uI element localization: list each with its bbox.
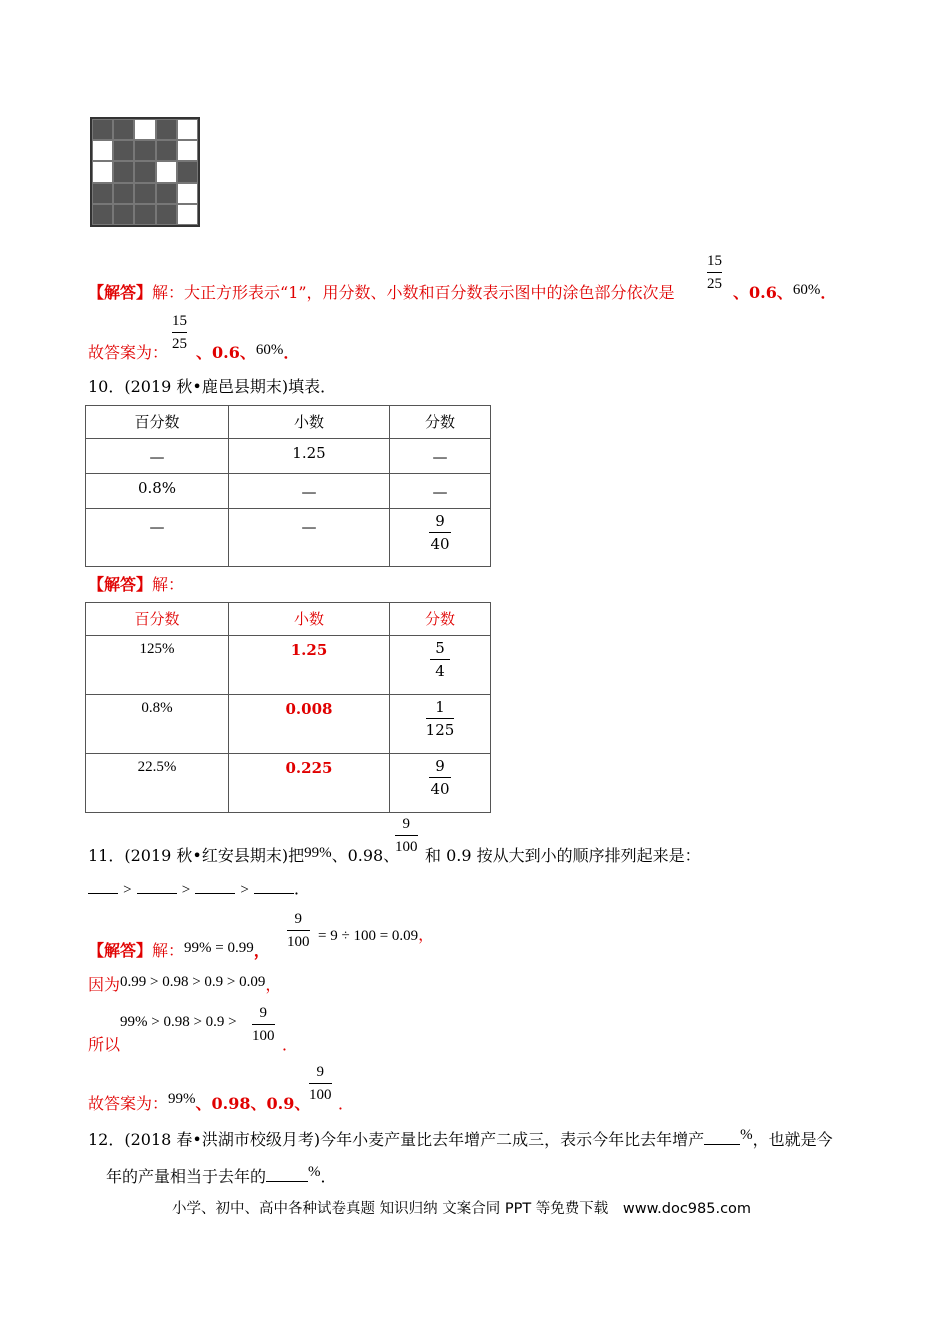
shaded-cell: [134, 161, 155, 182]
shaded-cell: [113, 161, 134, 182]
q11-answer-ineq2: 99% > 0.98 > 0.9 >: [120, 1014, 237, 1030]
q11-final-end: ．: [338, 1094, 355, 1113]
q10-answer-label: 【解答】解：: [88, 575, 185, 594]
q11-final-fraction: 9 100: [309, 1064, 332, 1103]
q11-fraction: 9 100: [395, 816, 418, 855]
table-cell-fraction: $\frac{9}{40}$: [390, 509, 491, 567]
shaded-cell: [156, 204, 177, 225]
shaded-cell: [92, 204, 113, 225]
q11-answer-line1: 【解答】解：99% = 0.99，: [88, 940, 270, 960]
q11-answer-fraction2: 9 100: [252, 1005, 275, 1044]
q9-fraction: 15 25: [707, 253, 722, 292]
shaded-cell: [177, 161, 198, 182]
footer-link[interactable]: www.doc985.com: [622, 1201, 752, 1217]
q11-blanks: > > > ．: [88, 876, 310, 899]
table-header: 百分数: [86, 406, 229, 439]
answer-blank[interactable]: [137, 877, 177, 894]
answer-tag: 【解答】: [88, 283, 153, 302]
q11-answer-end: ．: [282, 1035, 299, 1054]
shaded-cell: [113, 183, 134, 204]
shaded-cell: [113, 204, 134, 225]
table-header: 分数: [390, 406, 491, 439]
shaded-cell: [92, 119, 113, 140]
white-cell: [134, 119, 155, 140]
shaded-cell: [134, 183, 155, 204]
shaded-cell: [113, 119, 134, 140]
answer-blank[interactable]: [266, 1165, 308, 1182]
q11-answer-fraction: 9 100: [287, 911, 310, 950]
q12-line2: 年的产量相当于去年的 %．: [106, 1164, 337, 1186]
shaded-cell: [156, 183, 177, 204]
table-cell-fraction: $\frac{1}{125}$: [390, 695, 491, 754]
q12-line1: 12．(2018 春•洪湖市校级月考)今年小麦产量比去年增产二成三，表示今年比去年增产 %，也就是今: [88, 1127, 833, 1149]
white-cell: [177, 119, 198, 140]
q9-answer-tail: 、0.6、60%．: [733, 282, 837, 302]
table-cell: 0.8%: [86, 695, 229, 754]
shaded-cell: [92, 183, 113, 204]
shaded-cell: [113, 140, 134, 161]
table-header: 分数: [390, 603, 491, 636]
table-cell: —: [86, 509, 229, 567]
shaded-cell: [134, 204, 155, 225]
q10-table: [85, 405, 491, 567]
white-cell: [92, 161, 113, 182]
q9-final-fraction: 15 25: [172, 313, 187, 352]
q11-final: 故答案为：99%、0.98、0.9、: [88, 1091, 311, 1113]
answer-blank[interactable]: [254, 877, 294, 894]
table-header: 小数: [229, 406, 390, 439]
table-cell: —: [390, 439, 491, 474]
q11-answer-line2: 因为0.99 > 0.98 > 0.9 > 0.09，: [88, 974, 282, 994]
white-cell: [156, 161, 177, 182]
shaded-cell: [156, 140, 177, 161]
shaded-cell: [134, 140, 155, 161]
page-footer: [172, 1197, 751, 1218]
table-cell: 22.5%: [86, 754, 229, 813]
answer-blank[interactable]: [704, 1128, 740, 1145]
table-cell: 0.225: [229, 754, 390, 813]
q9-final-label: 故答案为：: [88, 343, 169, 362]
q11-answer-so: 所以: [88, 1035, 121, 1054]
table-cell: 0.008: [229, 695, 390, 754]
table-header: 小数: [229, 603, 390, 636]
table-cell: —: [86, 439, 229, 474]
q11-question: 11．(2019 秋•红安县期末)把99%、0.98、: [88, 845, 400, 865]
shaded-grid-figure: [90, 117, 200, 227]
table-cell: 0.8%: [86, 474, 229, 509]
q9-answer-line: [88, 280, 675, 303]
table-cell: —: [229, 509, 390, 567]
q11-answer-line1-tail: = 9 ÷ 100 = 0.09，: [318, 925, 435, 944]
answer-text: 解：大正方形表示“1”，用分数、小数和百分数表示图中的涂色部分依次是: [152, 283, 675, 302]
table-cell: —: [229, 474, 390, 509]
white-cell: [92, 140, 113, 161]
footer-text: 小学、初中、高中各种试卷真题 知识归纳 文案合同 PPT 等免费下载: [172, 1201, 609, 1217]
answer-blank[interactable]: [88, 877, 118, 894]
white-cell: [177, 204, 198, 225]
white-cell: [177, 183, 198, 204]
shaded-cell: [156, 119, 177, 140]
table-header: 百分数: [86, 603, 229, 636]
table-cell: 125%: [86, 636, 229, 695]
table-cell: 1.25: [229, 439, 390, 474]
table-cell-fraction: $\frac{9}{40}$: [390, 754, 491, 813]
white-cell: [177, 140, 198, 161]
table-cell: 1.25: [229, 636, 390, 695]
table-cell: —: [390, 474, 491, 509]
q10-answer-table: [85, 602, 491, 813]
table-cell-fraction: $\frac{5}{4}$: [390, 636, 491, 695]
q10-title: 10．(2019 秋•鹿邑县期末)填表．: [88, 377, 337, 396]
q11-question-tail: 和 0.9 按从大到小的顺序排列起来是：: [425, 846, 701, 865]
q9-final-tail: 、0.6、60%．: [196, 342, 300, 362]
answer-blank[interactable]: [195, 877, 235, 894]
